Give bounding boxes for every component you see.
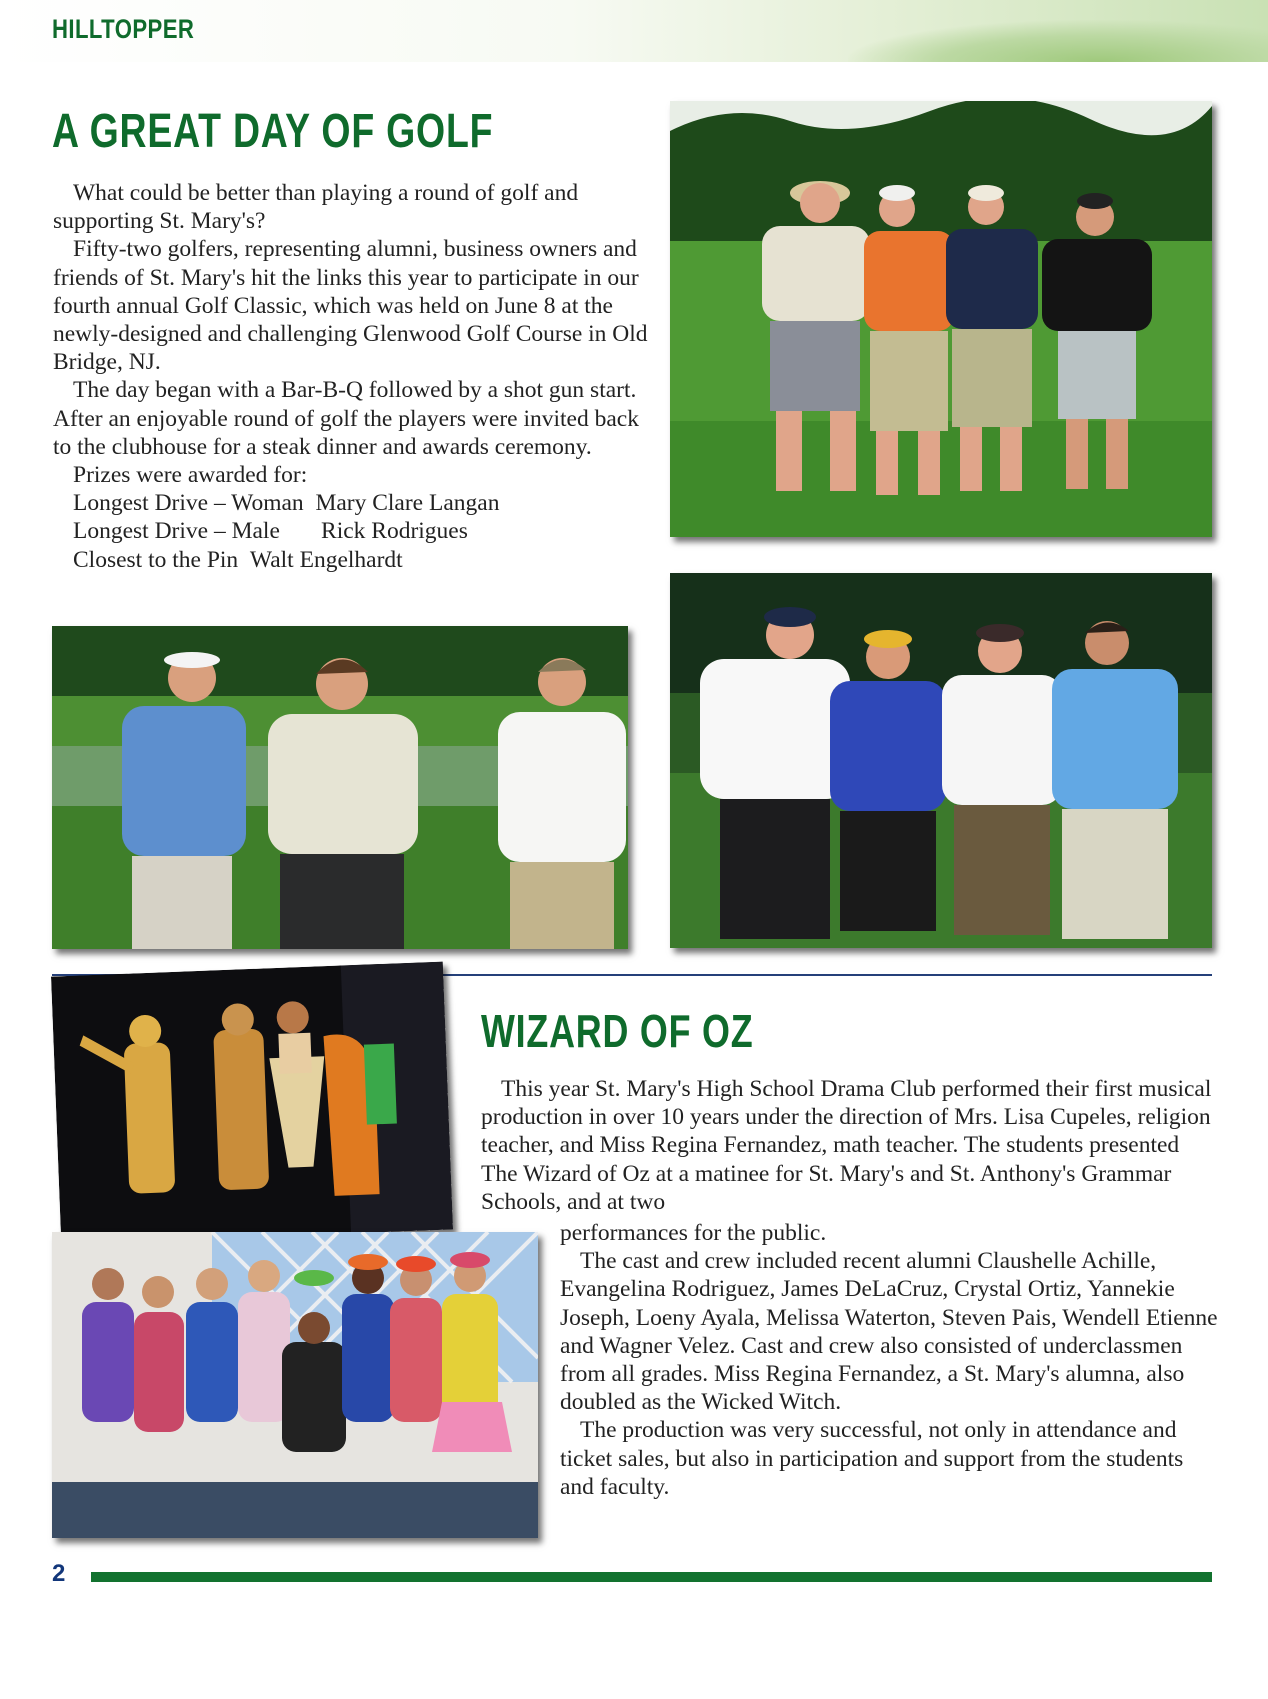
golf-paragraph: The day began with a Bar-B-Q followed by a shot gun start. After an enjoyable round of golf the players were invited back to the clubhouse for a steak dinner and awards ceremony.	[53, 377, 639, 460]
oz-paragraph: The production was very successful, not only in attendance and ticket sales, but also in participation and support from the students and faculty.	[560, 1417, 1184, 1500]
golf-paragraph: Prizes were awarded for:	[73, 462, 308, 489]
prize-winner: Mary Clare Langan	[315, 490, 500, 517]
golf-paragraph: Fifty-two golfers, representing alumni, business owners and friends of St. Mary's hit the links this year to participate in our fourth annual Golf Classic, which was held on June 8 at the newly-designed and challenging Glenwood Golf Course in Old Bridge, NJ.	[53, 236, 648, 376]
masthead: HILLTOPPER	[52, 14, 195, 44]
prize-category: Longest Drive – Woman	[73, 490, 304, 517]
prize-row	[53, 489, 655, 517]
oz-paragraph: This year St. Mary's High School Drama Club performed their first musical production in over 10 years under the direction of Mrs. Lisa Cupeles, religion teacher, and Miss Regina Fernandez, math teacher. The students presented The Wizard of Oz at a matinee for St. Mary's and St. Anthony's Grammar Schools, and at two	[481, 1076, 1212, 1215]
golf-photo-threesome	[52, 626, 628, 949]
golf-headline: A GREAT DAY OF GOLF	[52, 105, 494, 158]
oz-headline: WIZARD OF OZ	[481, 1005, 754, 1057]
oz-article-body-narrow	[560, 1219, 1218, 1501]
golf-photo-foursome-1	[670, 101, 1212, 537]
oz-paragraph: The cast and crew included recent alumni Claushelle Achille, Evangelina Rodriguez, James DeLaCruz, Crystal Ortiz, Yannekie Joseph, Loeny Ayala, Melissa Waterton, Steven Pais, Wendell Etienne and Wagner Velez. Cast and crew also consisted of underclassmen from all grades. Miss Regina Fernandez, a St. Mary's alumna, also doubled as the Wicked Witch.	[560, 1248, 1218, 1416]
prize-winner: Rick Rodrigues	[321, 518, 468, 545]
prize-row	[53, 546, 655, 574]
footer-rule	[91, 1572, 1212, 1582]
page-number: 2	[52, 1560, 66, 1587]
prize-row	[53, 517, 655, 545]
oz-photo-stage	[51, 962, 453, 1245]
prize-category: Longest Drive – Male	[73, 518, 280, 545]
prize-winner: Walt Engelhardt	[249, 546, 403, 573]
oz-article-body-wide	[481, 1075, 1221, 1216]
oz-paragraph-continued: performances for the public.	[560, 1220, 827, 1246]
golf-paragraph: What could be better than playing a round of golf and supporting St. Mary's?	[53, 180, 579, 235]
oz-photo-cast-group	[52, 1232, 538, 1538]
golf-photo-foursome-2	[670, 573, 1212, 948]
golf-article-body	[53, 179, 655, 574]
prize-category: Closest to the Pin	[73, 546, 239, 573]
